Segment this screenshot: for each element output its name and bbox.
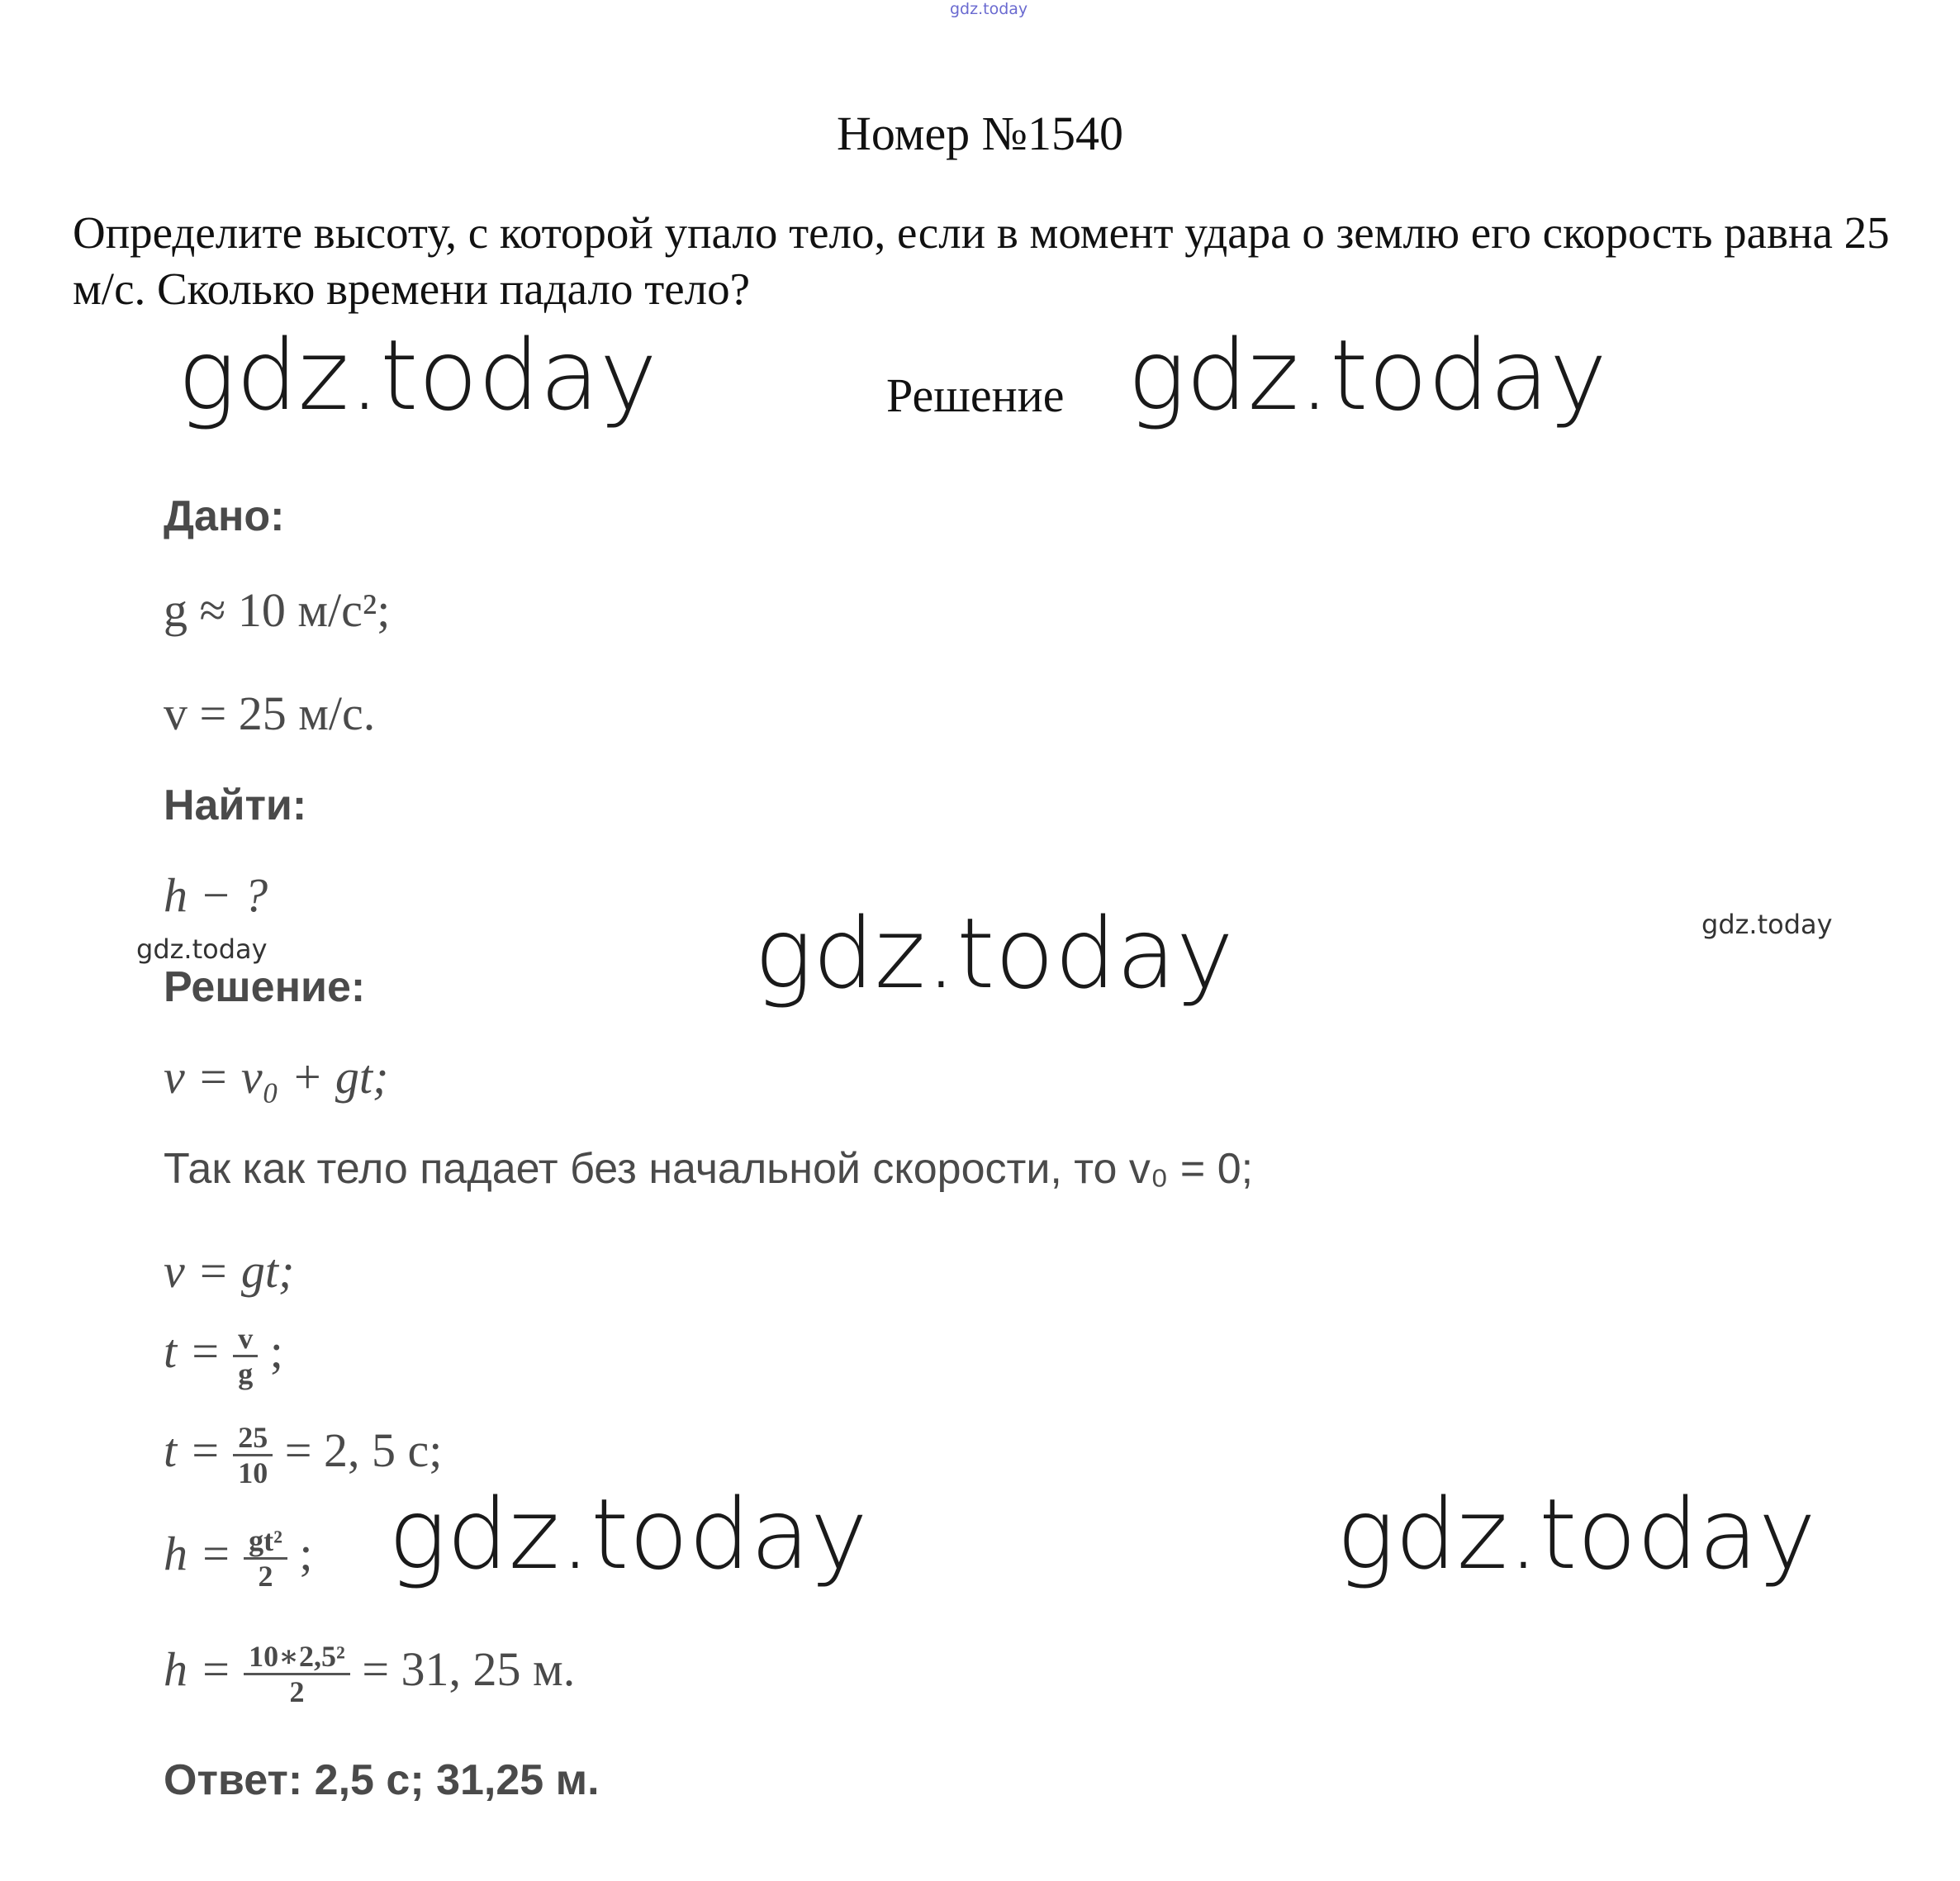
watermark-5: gdz.today bbox=[1701, 909, 1833, 940]
given-label: Дано: bbox=[164, 492, 285, 540]
formula-1: v = v₀ + gt; bbox=[164, 1050, 389, 1104]
formula-t-lhs: t = bbox=[164, 1323, 221, 1378]
task-text: Определите высоту, с которой упало тело, если в момент удара о землю его скорость равна 25 м/с. Сколько времени падало тело? bbox=[73, 207, 1890, 314]
answer: Ответ: 2,5 с; 31,25 м. bbox=[164, 1756, 600, 1804]
solution-label: Решение: bbox=[164, 963, 366, 1011]
find-label: Найти: bbox=[164, 781, 307, 829]
calc-t bbox=[164, 1421, 442, 1489]
calc-h-num: 10∗2,5² bbox=[249, 1640, 345, 1673]
formula-t bbox=[164, 1322, 283, 1390]
formula-h-fraction bbox=[244, 1524, 287, 1593]
formula-t-tail: ; bbox=[269, 1323, 283, 1378]
solution-heading: Решение bbox=[886, 368, 1065, 422]
formula-t-den: g bbox=[233, 1355, 258, 1390]
calc-h-lhs: h = bbox=[164, 1641, 232, 1696]
given-v: v = 25 м/с. bbox=[164, 686, 376, 740]
calc-t-den: 10 bbox=[233, 1454, 273, 1489]
watermark-2: gdz.today bbox=[1127, 318, 1607, 432]
calc-h-tail: = 31, 25 м. bbox=[362, 1641, 576, 1696]
calc-t-lhs: t = bbox=[164, 1423, 221, 1477]
find-h: h − ? bbox=[164, 868, 268, 922]
formula-2: v = gt; bbox=[164, 1244, 295, 1298]
calc-t-fraction bbox=[233, 1421, 273, 1489]
watermark-top: gdz.today bbox=[950, 0, 1028, 18]
watermark-3: gdz.today bbox=[754, 896, 1234, 1010]
calc-h-fraction bbox=[244, 1640, 350, 1708]
formula-h-num: gt² bbox=[249, 1524, 282, 1557]
formula-t-num: v bbox=[238, 1322, 254, 1355]
watermark-4: gdz.today bbox=[136, 933, 268, 965]
watermark-1: gdz.today bbox=[178, 318, 657, 432]
watermark-7: gdz.today bbox=[1336, 1477, 1816, 1591]
given-g: g ≈ 10 м/с²; bbox=[164, 583, 391, 637]
formula-h-tail: ; bbox=[299, 1526, 313, 1580]
calc-h-den: 2 bbox=[244, 1673, 350, 1708]
formula-h-lhs: h = bbox=[164, 1526, 232, 1580]
calc-h bbox=[164, 1640, 575, 1708]
watermark-6: gdz.today bbox=[388, 1477, 868, 1591]
formula-t-fraction bbox=[233, 1322, 258, 1390]
page-title: Номер №1540 bbox=[836, 107, 1124, 160]
calc-t-num: 25 bbox=[238, 1421, 268, 1454]
text-initial: Так как тело падает без начальной скорости, то v₀ = 0; bbox=[164, 1145, 1254, 1193]
formula-h-den: 2 bbox=[244, 1557, 287, 1593]
calc-t-tail: = 2, 5 с; bbox=[284, 1423, 443, 1477]
formula-h bbox=[164, 1524, 313, 1593]
